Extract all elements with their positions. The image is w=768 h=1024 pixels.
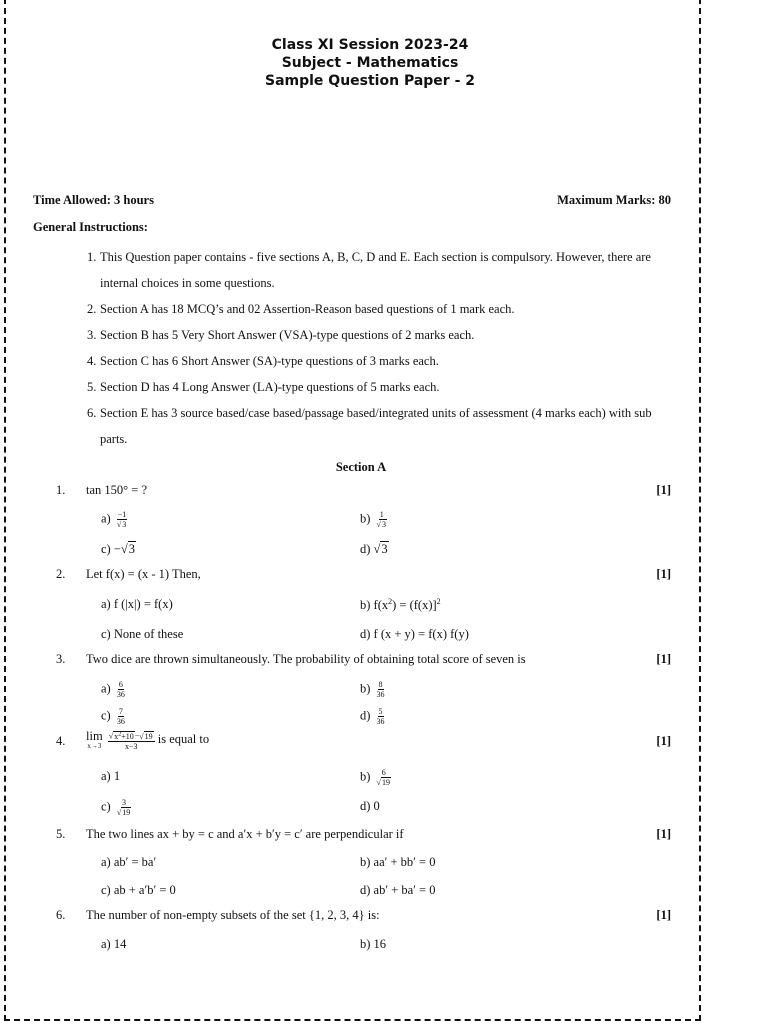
instruction-item-continued: internal choices in some questions. — [100, 276, 275, 290]
option-d[interactable]: d) f (x + y) = f(x) f(y) — [360, 627, 469, 641]
question-text: The number of non-empty subsets of the set {1, 2, 3, 4} is: — [86, 908, 380, 922]
option-a[interactable]: a) ab′ = ba′ — [101, 855, 157, 869]
question-text: lim x→3 $\frac{√x^2+10-√19}{x-3}$ is equal to — [86, 729, 210, 751]
question-number: 3. — [56, 652, 66, 666]
question-number: 2. — [56, 567, 66, 581]
fraction: $\frac{6}{36}$ — [116, 680, 125, 699]
class-session-title: Class XI Session 2023-24 — [271, 37, 469, 53]
option-b[interactable]: b) aa′ + bb′ = 0 — [360, 855, 436, 869]
question-number: 5. — [56, 827, 66, 841]
option-b[interactable]: b) $f(x^2) = (f(x)]^2$ — [360, 597, 441, 613]
section-a-title: Section A — [335, 460, 387, 474]
option-c[interactable]: c) None of these — [101, 627, 184, 641]
question-4 — [56, 729, 671, 760]
paper-meta — [33, 193, 671, 208]
instruction-item: 4. Section C has 6 Short Answer (SA)-type questions of 3 marks each. — [87, 354, 439, 368]
option-b[interactable]: b) $\frac{1}{√3}$ — [360, 510, 386, 529]
instructions-list — [87, 244, 662, 452]
question-text: tan 150° = ? — [86, 483, 147, 497]
option-b[interactable]: b) $\frac{8}{36}$ — [360, 680, 385, 699]
question-text: Two dice are thrown simultaneously. The probability of obtaining total score of seven is — [86, 652, 526, 666]
maximum-marks: Maximum Marks: 80 — [557, 193, 671, 207]
limit-fraction: $\frac{√x^2+10-√19}{x-3}$ — [108, 731, 153, 751]
question-marks: [1] — [656, 483, 671, 497]
paper-header — [0, 36, 740, 90]
instruction-item: 2. Section A has 18 MCQ’s and 02 Assertion-Reason based questions of 1 mark each. — [87, 302, 515, 316]
fraction: $\frac{8}{36}$ — [376, 680, 385, 699]
option-d[interactable]: d) 0 — [360, 799, 380, 813]
instruction-item-continued: parts. — [100, 432, 128, 446]
option-b[interactable]: b) $\frac{6}{√19}$ — [360, 768, 390, 787]
question-number: 4. — [56, 734, 66, 748]
instruction-item: 3. Section B has 5 Very Short Answer (VSA)-type questions of 2 marks each. — [87, 328, 475, 342]
option-c[interactable]: c) $\frac{3}{√19}$ — [101, 798, 131, 817]
option-a[interactable]: a) f (|x|) = f(x) — [101, 597, 173, 611]
question-number: 1. — [56, 483, 66, 497]
option-a[interactable]: a) 14 — [101, 937, 127, 951]
instruction-item: 5. Section D has 4 Long Answer (LA)-type questions of 5 marks each. — [87, 380, 440, 394]
fraction: $\frac{7}{36}$ — [116, 707, 125, 726]
option-d[interactable]: d) ab′ + ba′ = 0 — [360, 883, 436, 897]
question-marks: [1] — [656, 567, 671, 581]
square-root: √3 — [373, 542, 388, 556]
fraction: $\frac{-1}{√3}$ — [116, 510, 127, 529]
square-root: √3 — [120, 542, 136, 556]
question-text: The two lines ax + by = c and a′x + b′y = c′ are perpendicular if — [86, 827, 404, 841]
question-marks: [1] — [656, 908, 671, 922]
instruction-item: 1. This Question paper contains - five sections A, B, C, D and E. Each section is compulsory. However, there are — [87, 250, 651, 264]
option-a[interactable]: a) 1 — [101, 769, 121, 783]
option-d[interactable]: d) $\frac{5}{36}$ — [360, 707, 385, 726]
time-allowed: Time Allowed: 3 hours — [33, 193, 154, 207]
paper-title: Sample Question Paper - 2 — [264, 73, 475, 89]
fraction: $\frac{1}{√3}$ — [376, 510, 386, 529]
question-marks: [1] — [656, 734, 671, 748]
option-c[interactable]: c) $\frac{7}{36}$ — [101, 707, 125, 726]
option-b[interactable]: b) 16 — [360, 937, 387, 951]
general-instructions-title: General Instructions: — [33, 220, 148, 234]
option-c[interactable]: c) ab + a′b′ = 0 — [101, 883, 176, 897]
question-marks: [1] — [656, 652, 671, 666]
subject-title: Subject - Mathematics — [281, 55, 459, 71]
instruction-item: 6. Section E has 3 source based/case based/passage based/integrated units of assessment (4 marks each) with sub — [87, 406, 652, 420]
option-a[interactable]: a) $\frac{-1}{√3}$ — [101, 510, 127, 529]
option-d[interactable]: d) √3 — [360, 542, 388, 556]
question-number: 6. — [56, 908, 66, 922]
fraction: $\frac{5}{36}$ — [376, 707, 385, 726]
question-marks: [1] — [656, 827, 671, 841]
fraction: $\frac{3}{√19}$ — [116, 798, 131, 817]
question-text: Let f(x) = (x - 1) Then, — [86, 567, 201, 581]
fraction: $\frac{6}{√19}$ — [376, 768, 390, 787]
limit-operator: lim x→3 — [86, 729, 103, 751]
option-a[interactable]: a) $\frac{6}{36}$ — [101, 680, 125, 699]
option-c[interactable]: c) −√3 — [101, 542, 136, 556]
